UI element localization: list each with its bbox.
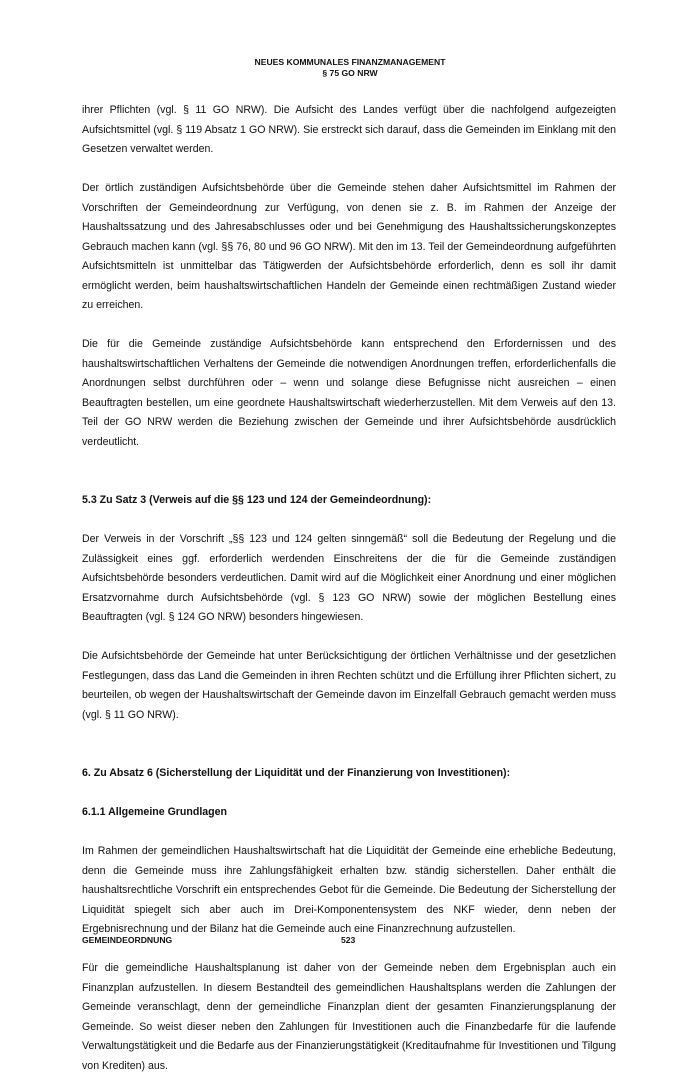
paragraph: Der örtlich zuständigen Aufsichtsbehörde über die Gemeinde stehen daher Aufsichtsmittel im Rahmen der Vorschriften der Gemeindeordnung zur Verfügung, von denen sie z. B. im Rahmen der Anzeige der Haushaltssatzung und des Jahresabschlusses oder und bei Genehmigung des Haushaltssicherungskonzeptes Gebrauch machen kann (vgl. §§ 76, 80 und 96 GO NRW). Mit den im 13. Teil der Gemeindeordnung aufgeführten Aufsichtsmitteln ist unmittelbar das Tätigwerden der Aufsichtsbehörde erforderlich, denn es soll ihr damit ermöglicht werden, beim haushaltswirtschaftlichen Handeln der Gemeinde einen rechtmäßigen Zustand wieder zu erreichen.: [82, 182, 616, 311]
header-title: NEUES KOMMUNALES FINANZMANAGEMENT: [254, 57, 446, 67]
section-heading: 5.3 Zu Satz 3 (Verweis auf die §§ 123 und 124 der Gemeindeordnung):: [82, 494, 432, 506]
subsection-heading: 6.1.1 Allgemeine Grundlagen: [82, 806, 228, 818]
footer-label: GEMEINDEORDNUNG: [82, 935, 173, 945]
paragraph: Die für die Gemeinde zuständige Aufsichtsbehörde kann entsprechend den Erfordernissen und des haushaltswirtschaftlichen Verhaltens der Gemeinde die notwendigen Anordnungen treffen, erforderlichenfalls die Anordnungen selbst durchführen oder – wenn und solange diese Befugnisse nicht ausreichen – einen Beauftragten bestellen, um eine geordnete Haushaltswirtschaft wiederherzustellen. Mit dem Verweis auf den 13. Teil der GO NRW werden die Beziehung zwischen der Gemeinde und ihrer Aufsichtsbehörde ausdrücklich verdeutlicht.: [82, 338, 616, 448]
paragraph: Für die gemeindliche Haushaltsplanung ist daher von der Gemeinde neben dem Ergebnisplan auch ein Finanzplan aufzustellen. In diesem Bestandteil des gemeindlichen Haushaltsplans werden die Zahlungen der Gemeinde veranschlagt, denn der gemeindliche Finanzplan dient der gesamten Finanzierungsplanung der Gemeinde. So weist dieser neben den Zahlungen für Investitionen auch die Finanzbedarfe für die laufende Verwaltungstätigkeit und die Bedarfe aus der Finanzierungstätigkeit (Kreditaufnahme für Investitionen und Tilgung von Krediten) aus.: [82, 962, 616, 1072]
page-header: [0, 57, 700, 79]
paragraph: Im Rahmen der gemeindlichen Haushaltswirtschaft hat die Liquidität der Gemeinde eine erhebliche Bedeutung, denn die Gemeinde muss ihre Zahlungsfähigkeit erhalten bzw. ständig sicherstellen. Daher enthält die haushaltsrechtliche Vorschrift ein entsprechendes Gebot für die Gemeinde. Die Bedeutung der Sicherstellung der Liquidität spiegelt sich aber auch im Drei-Komponentensystem des NKF wieder, denn neben der Ergebnisrechnung und der Bilanz hat die Gemeinde auch eine Finanzrechnung aufzustellen.: [82, 845, 616, 935]
paragraph: Der Verweis in der Vorschrift „§§ 123 und 124 gelten sinngemäß“ soll die Bedeutung der Regelung und die Zulässigkeit eines ggf. erforderlich werdenden Einschreitens der die für die Gemeinde zuständigen Aufsichtsbehörde besonders verdeutlichen. Damit wird auf die Möglichkeit einer Anordnung und einer möglichen Ersatzvornahme durch Aufsichtsbehörde (vgl. § 123 GO NRW) sowie der möglichen Bestellung eines Beauftragten (vgl. § 124 GO NRW) besonders hingewiesen.: [82, 533, 616, 623]
header-section: § 75 GO NRW: [322, 68, 378, 78]
page-number: 523: [341, 935, 356, 945]
paragraph: ihrer Pflichten (vgl. § 11 GO NRW). Die Aufsicht des Landes verfügt über die nachfolgend aufgezeigten Aufsichtsmittel (vgl. § 119 Absatz 1 GO NRW). Sie erstreckt sich darauf, dass die Gemeinden im Einklang mit den Gesetzen verwaltet werden.: [82, 104, 616, 155]
section-heading: 6. Zu Absatz 6 (Sicherstellung der Liquidität und der Finanzierung von Investitionen):: [82, 767, 511, 779]
document-body: [82, 101, 616, 1076]
paragraph: Die Aufsichtsbehörde der Gemeinde hat unter Berücksichtigung der örtlichen Verhältnisse und der gesetzlichen Festlegungen, dass das Land die Gemeinden in ihren Rechten schützt und die Erfüllung ihrer Pflichten sichert, zu beurteilen, ob wegen der Haushaltswirtschaft der Gemeinde davon im Einzelfall Gebrauch gemacht werden muss (vgl. § 11 GO NRW).: [82, 650, 616, 721]
